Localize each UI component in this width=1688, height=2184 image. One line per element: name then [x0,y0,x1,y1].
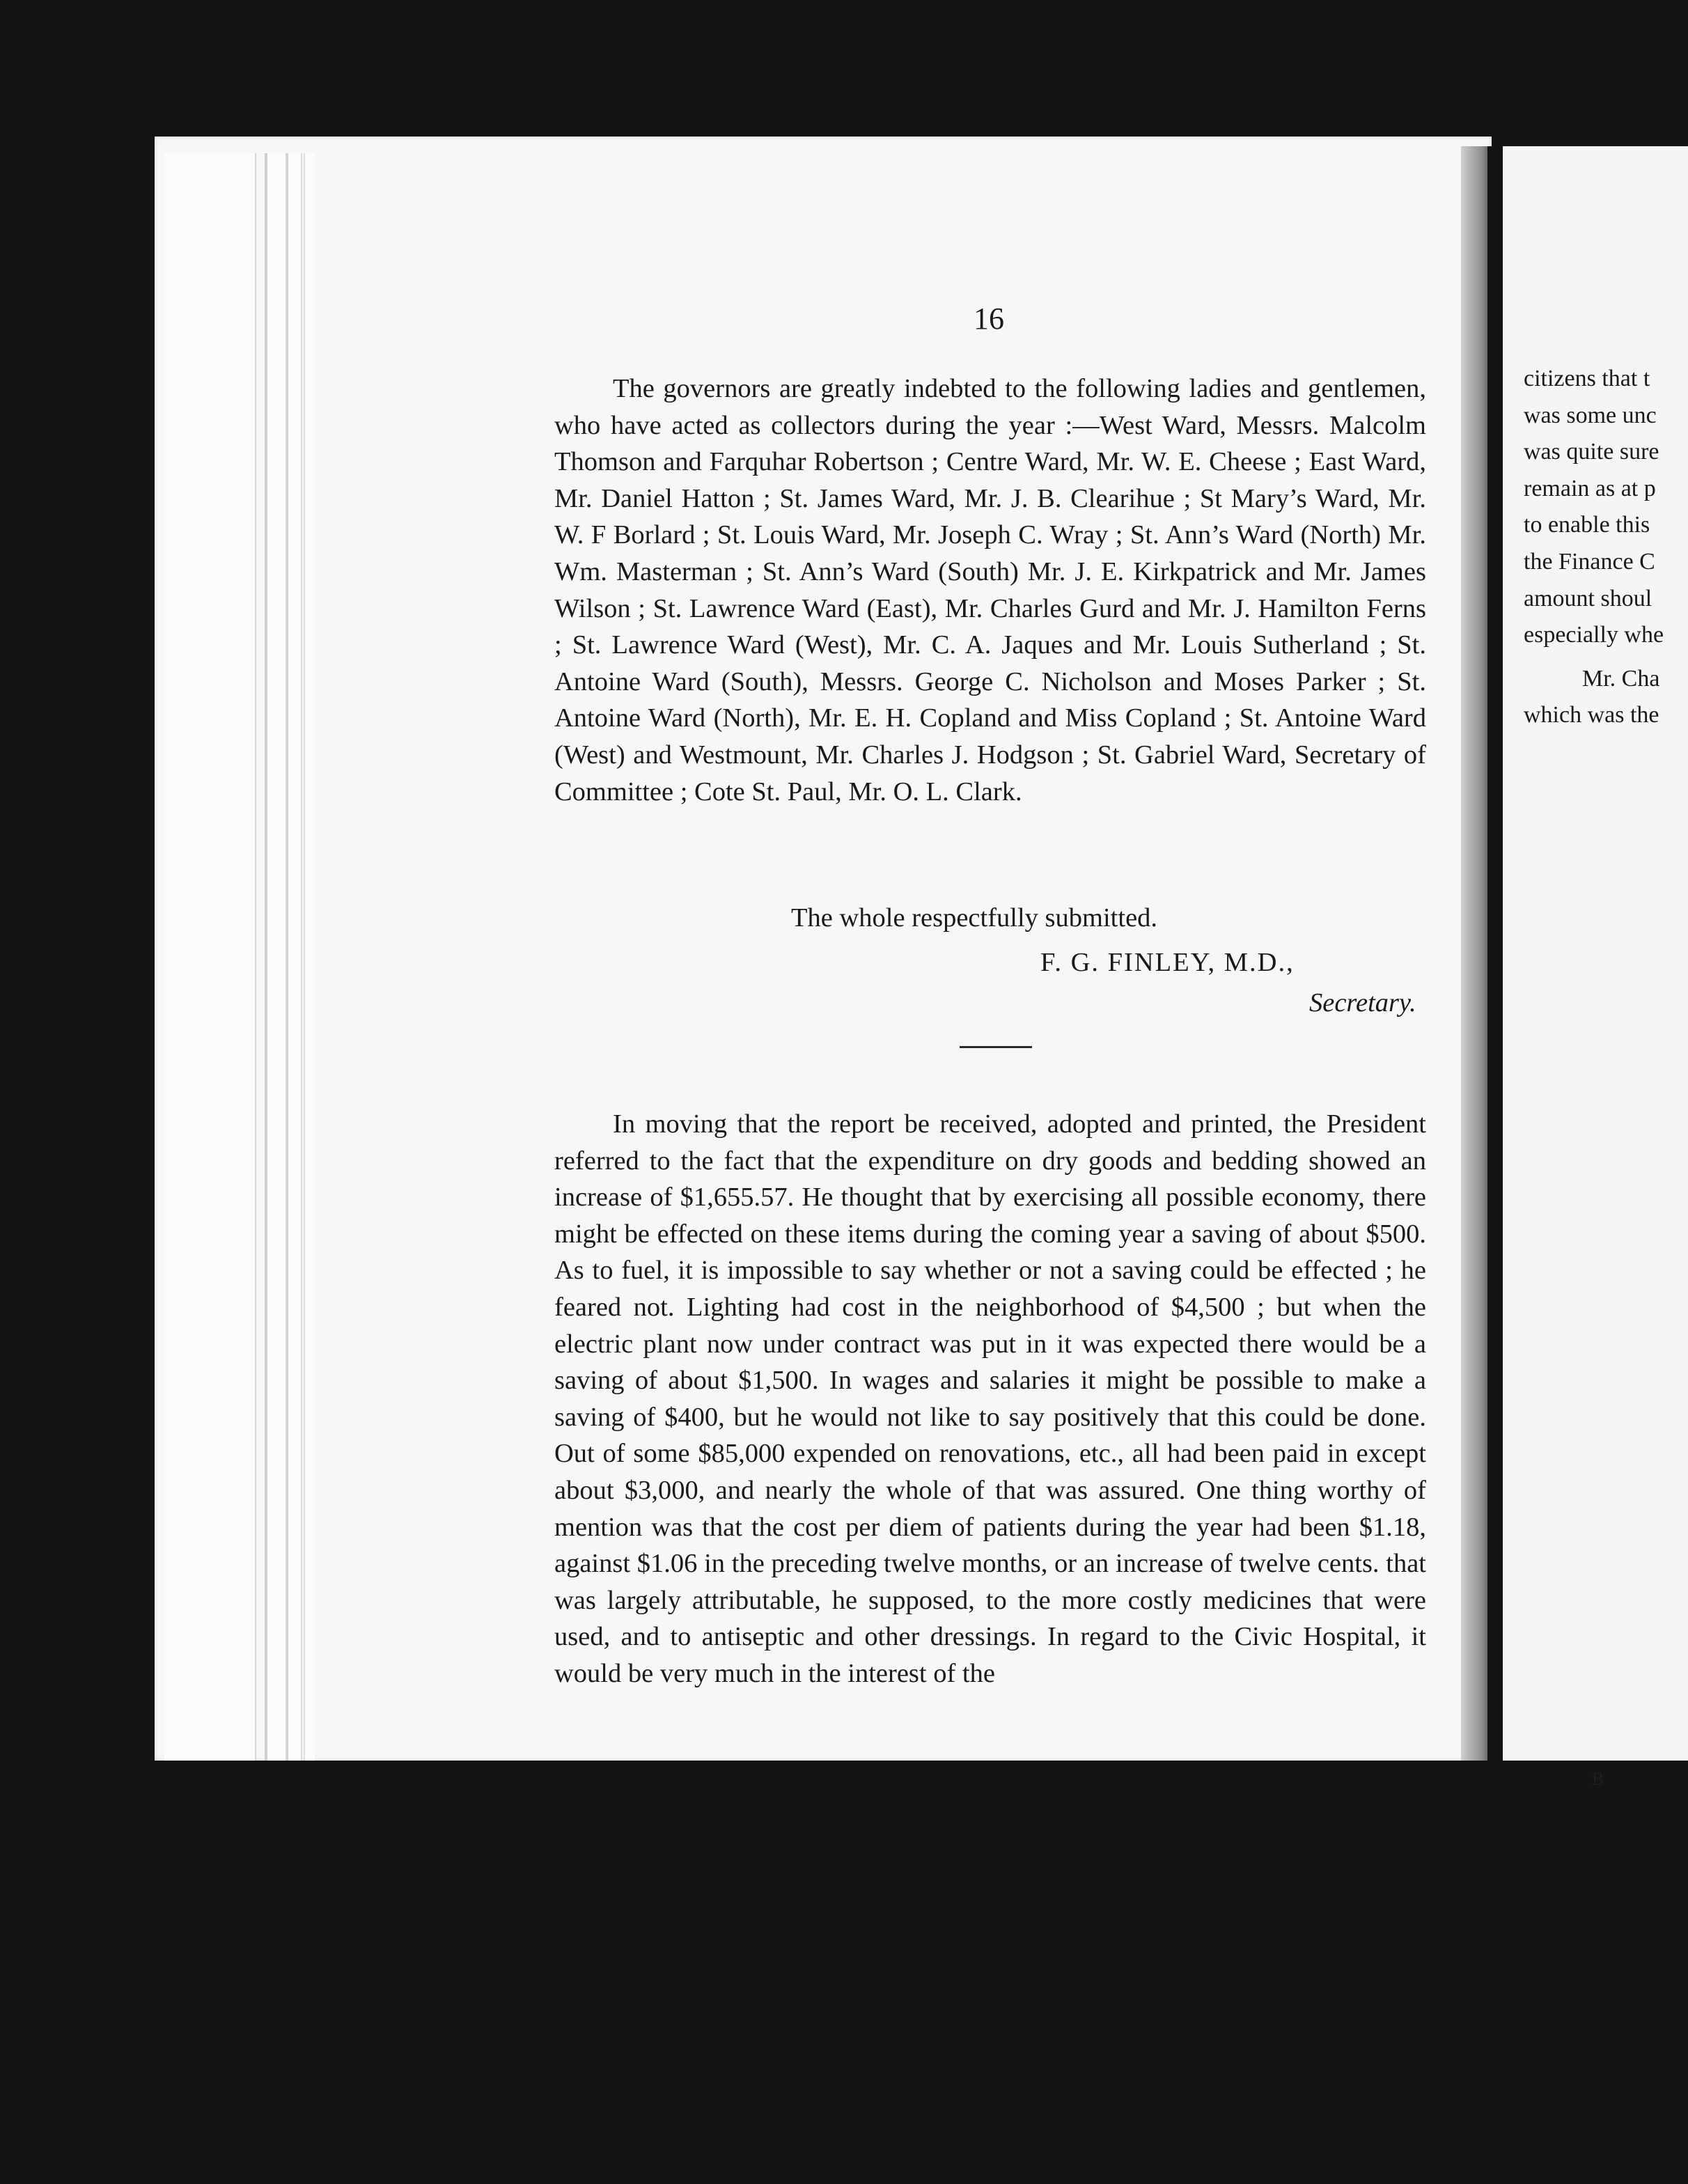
page-edge [304,153,315,1761]
right-page-line: citizens that t [1524,366,1650,391]
signer-name: F. G. FINLEY, M.D., [1040,948,1295,977]
president-remarks-paragraph: In moving that the report be received, adopted and printed, the President referred to the fact that the expenditure on dry goods and bedding showed an increase of $1,655.57. He thought that by exercising all possible economy, there might be effected on these items during the coming year a saving of about $500. As to fuel, it is impossible to say whether or not a saving could be effected ; he feared not. Lighting had cost in the neighborhood of $4,500 ; but when the electric plant now under contract was put in it was expected there would be a saving of about $1,500. In wages and salaries it might be possible to make a saving of $400, but he would not like to say positively that this could be done. Out of some $85,000 expended on renovations, etc., all had been paid in except about $3,000, and nearly the whole of that was assured. One thing worthy of mention was that the cost per diem of patients during the year had been $1.18, against $1.06 in the preceding twelve months, or an increase of twelve cents. that was largely attributable, he supposed, to the more costly medicines that were used, and to antiseptic and other dressings. In regard to the Civic Hospital, it would be very much in the interest of the [554,1109,1426,1688]
right-page-line: to enable this [1524,512,1650,538]
right-page-line: which was the [1524,702,1659,728]
closing-line: The whole respectfully submitted. [791,903,1158,933]
right-page-line: was quite sure [1524,439,1659,465]
collectors-paragraph: The governors are greatly indebted to the following ladies and gentlemen, who have acted as collectors during the year :—West Ward, Messrs. Malcolm Thomson and Farquhar Robertson ; Centre Ward, Mr. W. E. Cheese ; East Ward, Mr. Daniel Hatton ; St. James Ward, Mr. J. B. Clearihue ; St Mary’s Ward, Mr. W. F Borlard ; St. Louis Ward, Mr. Joseph C. Wray ; St. Ann’s Ward (North) Mr. Wm. Masterman ; St. Ann’s Ward (South) Mr. J. E. Kirkpatrick and Mr. James Wilson ; St. Lawrence Ward (East), Mr. Charles Gurd and Mr. J. Hamilton Ferns ; St. Lawrence Ward (West), Mr. C. A. Jaques and Mr. Louis Sutherland ; St. Antoine Ward (South), Messrs. George C. Nicholson and Moses Parker ; St. Antoine Ward (North), Mr. E. H. Copland and Miss Copland ; St. Antoine Ward (West) and Westmount, Mr. Charles J. Hodgson ; St. Gabriel Ward, Secretary of Committee ; Cote St. Paul, Mr. O. L. Clark. [554,374,1426,806]
signature-mark: B [1592,1769,1604,1789]
right-page-line: was some unc [1524,402,1657,428]
page-number: 16 [974,302,1004,336]
page-edge [287,153,302,1761]
right-page-line: amount shoul [1524,585,1652,611]
right-page-text [1524,361,1688,734]
right-page-line: remain as at p [1524,475,1656,501]
right-page-line: Mr. Cha [1582,665,1660,692]
right-page-line: especially whe [1524,622,1664,648]
book-gutter-shadow [1487,146,1503,1761]
section-divider [960,1046,1032,1048]
right-page-line: the Finance C [1524,548,1655,575]
page-edge [164,153,256,1761]
signer-title: Secretary. [1309,988,1416,1017]
page-edge [265,153,288,1761]
